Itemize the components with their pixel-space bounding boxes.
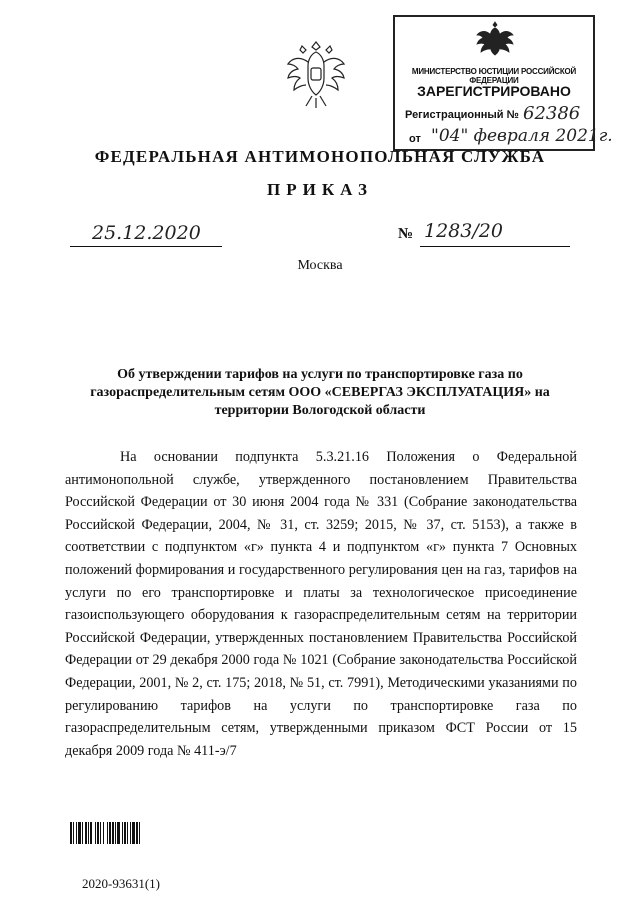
number-underline bbox=[420, 246, 570, 247]
document-title: Об утверждении тарифов на услуги по транспортировке газа по газораспределительным сетям ООО «СЕВЕРГАЗ ЭКСПЛУАТАЦИЯ» на территории Вологодской области bbox=[90, 367, 550, 418]
document-code: 2020-93631(1) bbox=[82, 876, 160, 891]
stamp-emblem-icon bbox=[475, 19, 515, 63]
stamp-reg-number: 62386 bbox=[523, 103, 581, 124]
document-type: ПРИКАЗ bbox=[267, 180, 373, 199]
stamp-from-date: "04" февраля 2021г. bbox=[431, 126, 613, 146]
registration-stamp bbox=[393, 15, 613, 151]
coat-of-arms-emblem-icon bbox=[282, 36, 350, 114]
order-number-label: № bbox=[398, 226, 414, 242]
order-date: 25.12.2020 bbox=[92, 222, 201, 244]
order-number: 1283/20 bbox=[424, 220, 503, 242]
body-paragraph: На основании подпункта 5.3.21.16 Положения о Федеральной антимонопольной службе, утвержденного постановлением Правительства Российской Федерации от 30 июня 2004 года № 331 (Собрание законодательства Российской Федерации, 2004, № 31, ст. 3259; 2015, № 37, ст. 5153), а также в соответствии с подпунктом «г» пункта 4 и подпунктом «г» пункта 7 Основных положений формирования и государственного регулирования цен на газ, тарифов на услуги по его транспортировке и платы за технологическое присоединение газоиспользующего оборудования к газораспределительным сетям на территории Российской Федерации, утвержденных постановлением Правительства Российской Федерации от 29 декабря 2000 года № 1021 (Собрание законодательства Российской Федерации, 2001, № 2, ст. 175; 2018, № 51, ст. 7991), Методическими указаниями по регулированию тарифов на услуги по транспортировке газа по газораспределительным сетям, утвержденными приказом ФСТ России от 15 декабря 2009 года № 411-э/7 bbox=[65, 449, 577, 759]
city: Москва bbox=[297, 258, 343, 273]
stamp-ministry-label: МИНИСТЕРСТВО ЮСТИЦИИ РОССИЙСКОЙ ФЕДЕРАЦИИ bbox=[411, 67, 577, 85]
stamp-registered-label: ЗАРЕГИСТРИРОВАНО bbox=[417, 83, 571, 99]
stamp-reg-number-label: Регистрационный № bbox=[405, 109, 519, 121]
barcode-icon bbox=[70, 822, 170, 844]
date-underline bbox=[70, 246, 222, 247]
agency-name: ФЕДЕРАЛЬНАЯ АНТИМОНОПОЛЬНАЯ СЛУЖБА bbox=[94, 147, 546, 166]
stamp-from-label: от bbox=[409, 133, 421, 145]
